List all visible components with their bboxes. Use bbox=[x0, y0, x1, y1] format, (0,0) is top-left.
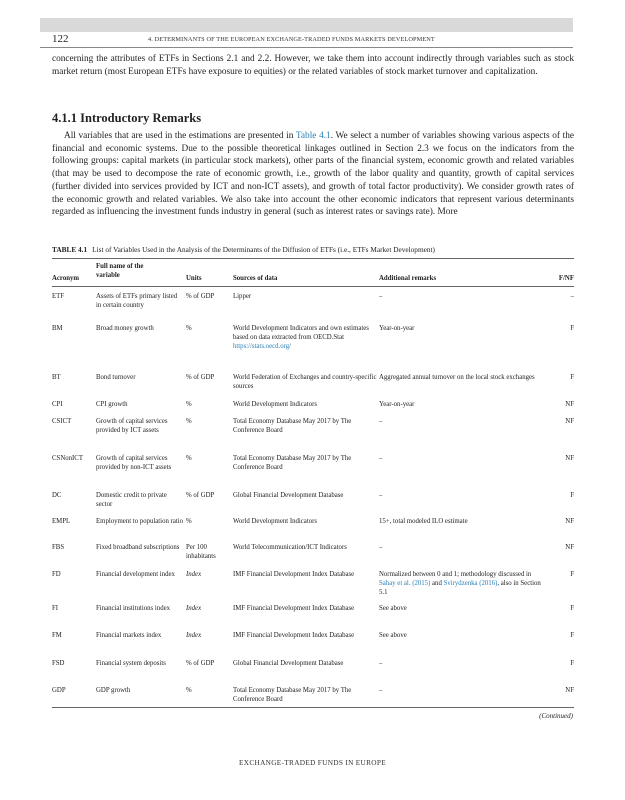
cell-acronym: BM bbox=[52, 325, 63, 332]
cell-full-name: Assets of ETFs primary listed in certain country bbox=[96, 293, 178, 309]
cell-sources bbox=[233, 631, 377, 640]
cell-remarks bbox=[379, 491, 549, 500]
cell-remarks-text: Year-on-year bbox=[379, 325, 415, 332]
cell-acronym: DC bbox=[52, 492, 62, 499]
section-title: 4.1.1 Introductory Remarks bbox=[52, 111, 202, 125]
cell-fnf: F bbox=[570, 632, 574, 639]
cell-remarks-text: See above bbox=[379, 605, 407, 612]
cell-fnf: NF bbox=[565, 401, 574, 408]
cell-acronym: GDP bbox=[52, 687, 66, 694]
cell-acronym: ETF bbox=[52, 293, 65, 300]
cell-units: % bbox=[186, 401, 192, 408]
paragraph-2-text-a: All variables that are used in the estimations are presented in bbox=[64, 131, 296, 141]
cell-units: % of GDP bbox=[186, 374, 215, 381]
continued-note: (Continued) bbox=[539, 712, 573, 720]
cell-sources-text: IMF Financial Development Index Database bbox=[233, 605, 355, 612]
cell-remarks-text: and bbox=[430, 580, 444, 587]
oecd-stat-link[interactable]: https://stats.oecd.org/ bbox=[233, 343, 292, 350]
cell-sources bbox=[233, 517, 377, 526]
cell-units: % bbox=[186, 325, 192, 332]
cell-remarks-text: – bbox=[379, 418, 383, 425]
cell-sources bbox=[233, 604, 377, 613]
cell-remarks-text: , also in Section 5.1 bbox=[379, 580, 541, 596]
cell-full-name: CPI growth bbox=[96, 401, 128, 408]
col-header-acronym: Acronym bbox=[52, 275, 80, 282]
cell-remarks bbox=[379, 400, 549, 409]
cell-sources bbox=[233, 324, 377, 351]
cell-fnf: NF bbox=[565, 687, 574, 694]
cell-acronym: FM bbox=[52, 632, 62, 639]
paragraph-1: concerning the attributes of ETFs in Sections 2.1 and 2.2. However, we take them into account indirectly through variables such as stock market return (most European ETFs have exposure to equities) or the related variables of stock market turnover and capitalization. bbox=[52, 54, 574, 77]
cell-fnf: NF bbox=[565, 418, 574, 425]
cell-sources-text: World Federation of Exchanges and country-specific sources bbox=[233, 374, 377, 390]
cell-remarks bbox=[379, 659, 549, 668]
svirydzenka-citation-link[interactable]: Svirydzenka (2016) bbox=[443, 580, 498, 587]
cell-fnf: F bbox=[570, 374, 574, 381]
col-header-full-name: Full name of the variable bbox=[96, 263, 144, 279]
cell-remarks bbox=[379, 292, 549, 301]
cell-full-name: GDP growth bbox=[96, 687, 131, 694]
col-header-remarks: Additional remarks bbox=[379, 275, 437, 282]
cell-full-name: Broad money growth bbox=[96, 325, 154, 332]
cell-fnf: NF bbox=[565, 455, 574, 462]
cell-units: % of GDP bbox=[186, 660, 215, 667]
cell-full-name: Financial development index bbox=[96, 571, 175, 578]
table-caption-label: TABLE 4.1 bbox=[52, 245, 88, 254]
table-4-1-link[interactable]: Table 4.1 bbox=[295, 131, 331, 141]
cell-remarks bbox=[379, 604, 549, 613]
cell-acronym: BT bbox=[52, 374, 61, 381]
cell-acronym: EMPL bbox=[52, 518, 71, 525]
cell-remarks-text: Normalized between 0 and 1; methodology discussed in bbox=[379, 571, 532, 578]
col-header-units: Units bbox=[186, 275, 202, 282]
cell-remarks-text: 15+, total modeled ILO estimate bbox=[379, 518, 468, 525]
cell-acronym: FI bbox=[52, 605, 59, 612]
cell-sources-text: IMF Financial Development Index Database bbox=[233, 632, 355, 639]
cell-acronym: CPI bbox=[52, 401, 63, 408]
cell-sources bbox=[233, 659, 377, 668]
cell-remarks bbox=[379, 686, 549, 695]
running-head: 4. DETERMINANTS OF THE EUROPEAN EXCHANGE-TRADED FUNDS MARKETS DEVELOPMENT bbox=[148, 36, 435, 43]
cell-acronym: FD bbox=[52, 571, 61, 578]
cell-remarks bbox=[379, 417, 549, 426]
cell-remarks bbox=[379, 517, 549, 526]
cell-remarks bbox=[379, 373, 549, 382]
cell-remarks-text: – bbox=[379, 660, 383, 667]
cell-sources bbox=[233, 373, 377, 391]
cell-sources bbox=[233, 454, 377, 472]
cell-fnf: F bbox=[570, 325, 574, 332]
cell-units: % of GDP bbox=[186, 293, 215, 300]
paragraph-2 bbox=[52, 130, 574, 219]
cell-fnf: F bbox=[570, 660, 574, 667]
table-bottom-rule bbox=[52, 707, 574, 708]
cell-fnf: F bbox=[570, 571, 574, 578]
cell-remarks-text: – bbox=[379, 492, 383, 499]
page-footer: EXCHANGE-TRADED FUNDS IN EUROPE bbox=[239, 758, 386, 767]
cell-full-name: Financial system deposits bbox=[96, 660, 166, 667]
cell-sources-text: World Development Indicators bbox=[233, 401, 318, 408]
col-header-fnf: F/NF bbox=[558, 275, 574, 282]
cell-sources-text: Global Financial Development Database bbox=[233, 660, 344, 667]
cell-sources bbox=[233, 570, 377, 579]
cell-full-name: Bond turnover bbox=[96, 374, 136, 381]
cell-remarks-text: See above bbox=[379, 632, 407, 639]
page-number: 122 bbox=[52, 33, 69, 45]
cell-acronym: FBS bbox=[52, 544, 65, 551]
cell-fnf: NF bbox=[565, 544, 574, 551]
cell-sources bbox=[233, 400, 377, 409]
cell-remarks-text: – bbox=[379, 544, 383, 551]
cell-full-name: Growth of capital services provided by non-ICT assets bbox=[96, 455, 172, 471]
table-top-rule bbox=[52, 258, 574, 259]
cell-acronym: FSD bbox=[52, 660, 65, 667]
paragraph-2-text-b: . We select a number of variables showing various aspects of the financial and economic systems. Due to the possible theoretical linkages outlined in Section 2.3 we focus on the indicators from the following groups: capital markets (in particular stock markets), other parts of the financial system, economic growth and related variables (that may be used to decompose the rate of economic growth, i.e., growth of the labor quality and quantity, growth of capital services (further divided into services provided by ICT and non-ICT assets), and growth of total factor productivity). We consider growth rates of the economic growth and related variables. We also take into account the other economic indicators that represent various determinants regarded as influencing the investment funds industry in general (such as interest rates or savings rate). More bbox=[52, 131, 574, 218]
cell-full-name: Financial institutions index bbox=[96, 605, 171, 612]
cell-sources bbox=[233, 292, 377, 301]
cell-sources-text: IMF Financial Development Index Database bbox=[233, 571, 355, 578]
table-header-rule bbox=[52, 286, 574, 287]
cell-units: Index bbox=[186, 571, 202, 578]
cell-units: % bbox=[186, 518, 192, 525]
cell-units: % bbox=[186, 455, 192, 462]
cell-acronym: CSICT bbox=[52, 418, 72, 425]
cell-remarks-text: – bbox=[379, 293, 383, 300]
cell-sources bbox=[233, 417, 377, 435]
cell-full-name: Employment to population ratio bbox=[96, 518, 184, 525]
cell-full-name: Fixed broadband subscriptions bbox=[96, 544, 180, 551]
cell-units: % bbox=[186, 687, 192, 694]
cell-sources-text: World Telecommunication/ICT Indicators bbox=[233, 544, 347, 551]
cell-units: Index bbox=[186, 605, 202, 612]
cell-remarks bbox=[379, 631, 549, 640]
cell-units: % bbox=[186, 418, 192, 425]
table-caption-text: List of Variables Used in the Analysis of the Determinants of the Diffusion of ETFs (i.e., ETFs Market Development) bbox=[92, 245, 435, 254]
cell-acronym: CSNonICT bbox=[52, 455, 83, 462]
cell-full-name: Domestic credit to private sector bbox=[96, 492, 167, 508]
cell-sources bbox=[233, 543, 377, 552]
col-header-sources: Sources of data bbox=[233, 275, 278, 282]
cell-sources-text: World Development Indicators bbox=[233, 518, 318, 525]
cell-sources-text: Total Economy Database May 2017 by The Conference Board bbox=[233, 687, 352, 703]
cell-sources-text: World Development Indicators and own estimates based on data extracted from OECD.Stat bbox=[233, 325, 369, 341]
cell-units: % of GDP bbox=[186, 492, 215, 499]
cell-remarks-text: Aggregated annual turnover on the local stock exchanges bbox=[379, 374, 535, 381]
table-caption bbox=[52, 245, 574, 254]
cell-remarks-text: – bbox=[379, 455, 383, 462]
cell-full-name: Growth of capital services provided by ICT assets bbox=[96, 418, 168, 434]
cell-fnf: NF bbox=[565, 518, 574, 525]
cell-remarks bbox=[379, 543, 549, 552]
cell-remarks bbox=[379, 570, 549, 597]
cell-sources-text: Total Economy Database May 2017 by The Conference Board bbox=[233, 418, 352, 434]
cell-units: Index bbox=[186, 632, 202, 639]
cell-sources bbox=[233, 686, 377, 704]
cell-remarks bbox=[379, 324, 549, 333]
cell-sources-text: Total Economy Database May 2017 by The Conference Board bbox=[233, 455, 352, 471]
cell-remarks-text: Year-on-year bbox=[379, 401, 415, 408]
cell-fnf: – bbox=[570, 293, 574, 300]
cell-full-name: Financial markets index bbox=[96, 632, 162, 639]
cell-sources-text: Global Financial Development Database bbox=[233, 492, 344, 499]
cell-units: Per 100 inhabitants bbox=[186, 544, 216, 560]
header-band bbox=[40, 18, 573, 32]
cell-sources bbox=[233, 491, 377, 500]
cell-remarks-text: – bbox=[379, 687, 383, 694]
sahay-citation-link[interactable]: Sahay et al. (2015) bbox=[379, 580, 431, 587]
cell-fnf: F bbox=[570, 492, 574, 499]
cell-remarks bbox=[379, 454, 549, 463]
cell-fnf: F bbox=[570, 605, 574, 612]
cell-sources-text: Lipper bbox=[233, 293, 252, 300]
